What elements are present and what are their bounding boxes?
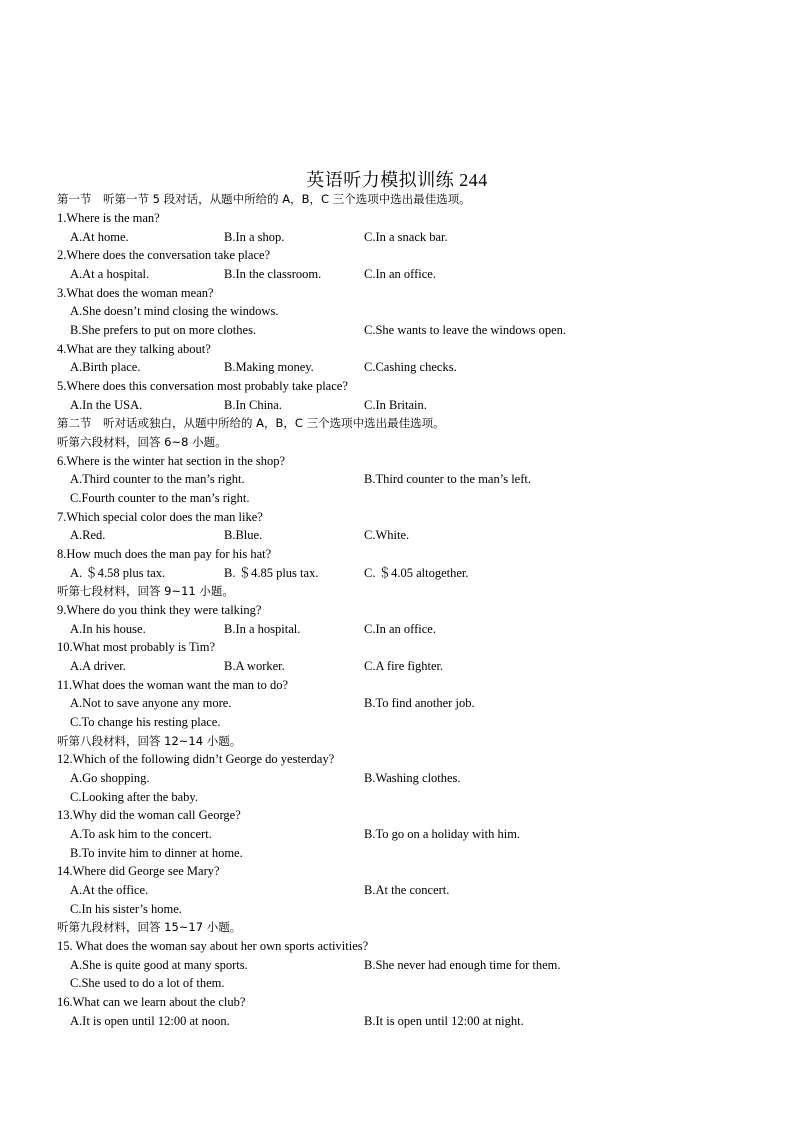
q1-option-a: A.At home. <box>70 230 129 244</box>
q8-option-a: A. ＄4.58 plus tax. <box>70 566 166 580</box>
q6-option-a: A.Third counter to the man’s right. <box>70 472 245 486</box>
q12-option-c: C.Looking after the baby. <box>70 790 198 804</box>
q14-option-a: A.At the office. <box>70 883 149 897</box>
q13-option-c: B.To invite him to dinner at home. <box>70 846 243 860</box>
question-1: 1.Where is the man? <box>57 211 160 225</box>
q4-option-c: C.Cashing checks. <box>364 360 457 374</box>
q10-option-b: B.A worker. <box>224 659 285 673</box>
group-8-heading: 听第八段材料，回答 12~14 小题。 <box>57 734 242 748</box>
q16-option-a: A.It is open until 12:00 at noon. <box>70 1014 230 1028</box>
q13-option-a: A.To ask him to the concert. <box>70 827 212 841</box>
section-1-instructions: 第一节 听第一节 5 段对话，从题中所给的 A，B，C 三个选项中选出最佳选项。 <box>57 192 471 206</box>
group-7-heading: 听第七段材料，回答 9~11 小题。 <box>57 584 234 598</box>
q15-option-b: B.She never had enough time for them. <box>364 958 561 972</box>
question-10: 10.What most probably is Tim? <box>57 640 215 654</box>
q4-option-b: B.Making money. <box>224 360 314 374</box>
q1-option-c: C.In a snack bar. <box>364 230 448 244</box>
q8-option-c: C. ＄4.05 altogether. <box>364 566 469 580</box>
q13-option-b: B.To go on a holiday with him. <box>364 827 521 841</box>
question-6: 6.Where is the winter hat section in the shop? <box>57 454 286 468</box>
question-7: 7.Which special color does the man like? <box>57 510 263 524</box>
q5-option-b: B.In China. <box>224 398 282 412</box>
question-15: 15. What does the woman say about her own sports activities? <box>57 939 369 953</box>
question-4: 4.What are they talking about? <box>57 342 211 356</box>
question-16: 16.What can we learn about the club? <box>57 995 246 1009</box>
q4-option-a: A.Birth place. <box>70 360 141 374</box>
q16-option-b: B.It is open until 12:00 at night. <box>364 1014 524 1028</box>
question-14: 14.Where did George see Mary? <box>57 864 220 878</box>
question-5: 5.Where does this conversation most probably take place? <box>57 379 348 393</box>
q9-option-c: C.In an office. <box>364 622 436 636</box>
q15-option-a: A.She is quite good at many sports. <box>70 958 248 972</box>
group-9-heading: 听第九段材料，回答 15~17 小题。 <box>57 920 242 934</box>
q6-option-c: C.Fourth counter to the man’s right. <box>70 491 250 505</box>
question-3: 3.What does the woman mean? <box>57 286 214 300</box>
q7-option-b: B.Blue. <box>224 528 263 542</box>
q2-option-a: A.At a hospital. <box>70 267 150 281</box>
q9-option-a: A.In his house. <box>70 622 146 636</box>
q12-option-b: B.Washing clothes. <box>364 771 461 785</box>
page-title: 英语听力模拟训练 244 <box>306 170 488 190</box>
question-12: 12.Which of the following didn’t George do yesterday? <box>57 752 335 766</box>
q10-option-c: C.A fire fighter. <box>364 659 444 673</box>
q5-option-a: A.In the USA. <box>70 398 143 412</box>
q14-option-b: B.At the concert. <box>364 883 450 897</box>
q8-option-b: B. ＄4.85 plus tax. <box>224 566 319 580</box>
q10-option-a: A.A driver. <box>70 659 126 673</box>
question-13: 13.Why did the woman call George? <box>57 808 241 822</box>
q14-option-c: C.In his sister’s home. <box>70 902 182 916</box>
q12-option-a: A.Go shopping. <box>70 771 150 785</box>
q9-option-b: B.In a hospital. <box>224 622 301 636</box>
q6-option-b: B.Third counter to the man’s left. <box>364 472 531 486</box>
q5-option-c: C.In Britain. <box>364 398 427 412</box>
q2-option-b: B.In the classroom. <box>224 267 322 281</box>
q1-option-b: B.In a shop. <box>224 230 285 244</box>
question-11: 11.What does the woman want the man to do? <box>57 678 289 692</box>
q11-option-c: C.To change his resting place. <box>70 715 221 729</box>
q11-option-b: B.To find another job. <box>364 696 475 710</box>
q11-option-a: A.Not to save anyone any more. <box>70 696 232 710</box>
q3-option-c: C.She wants to leave the windows open. <box>364 323 567 337</box>
q7-option-c: C.White. <box>364 528 410 542</box>
q3-option-a: A.She doesn’t mind closing the windows. <box>70 304 279 318</box>
section-2-instructions: 第二节 听对话或独白，从题中所给的 A，B，C 三个选项中选出最佳选项。 <box>57 416 445 430</box>
q15-option-c: C.She used to do a lot of them. <box>70 976 225 990</box>
q7-option-a: A.Red. <box>70 528 106 542</box>
question-9: 9.Where do you think they were talking? <box>57 603 262 617</box>
question-8: 8.How much does the man pay for his hat? <box>57 547 272 561</box>
question-2: 2.Where does the conversation take place? <box>57 248 271 262</box>
q2-option-c: C.In an office. <box>364 267 436 281</box>
group-6-heading: 听第六段材料，回答 6~8 小题。 <box>57 435 227 449</box>
q3-option-b: B.She prefers to put on more clothes. <box>70 323 257 337</box>
